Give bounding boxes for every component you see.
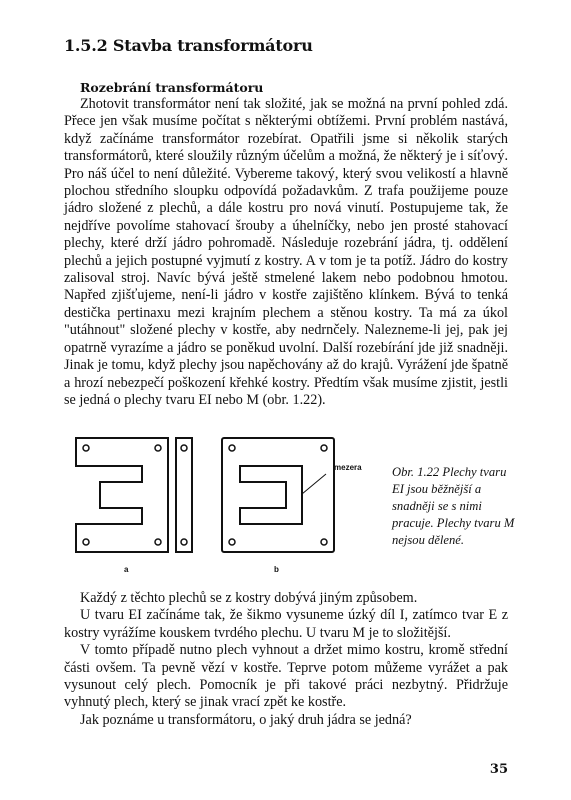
paragraph: V tomto případě nutno plech vyhnout a držet mimo kostru, kromě střední části ovšem. Ta pevně vězí v kostře. Teprve potom můžeme vyrážet a pak vysunout celý plech. Pomocník je při takové práci nezbytný. Přidržuje vyhnutý plech, který se jinak vrací zpět ke kostře. [64,642,508,711]
intro-text [64,96,508,409]
lamination-i [176,438,192,552]
figure-label-b: b [274,565,279,574]
lamination-m [222,438,334,552]
subsection-heading: Rozebrání transformátoru [80,80,264,95]
gap-label: mezera [334,463,362,472]
section-heading: 1.5.2 Stavba transformátoru [64,36,313,55]
paragraph: Jak poznáme u transformátoru, o jaký druh jádra se jedná? [80,711,412,728]
following-text [64,590,508,729]
paragraph: Zhotovit transformátor není tak složité, jak se možná na první pohled zdá. Přece jen však musíme počítat s některými obtížemi. První problém nastává, když začínáme transformátor rozebírat. Opatřili jsme si několik starých transformátorů, které sloužily různým účelům a možná, že některý je i síťový. Pro náš účel to není důležité. Vybereme takový, který svou velikostí a hlavně plochou středního sloupku odpovídá požadavkům. Z trafa použijeme pouze jádro složené z plechů, a dále kostru pro nová vinutí. Postupujeme tak, že nejdříve povolíme stahovací šrouby a úhelníčky, nebo jen prosté stahovací plechy, které drží jádro pohromadě. Následuje rozebrání jádra, tj. oddělení plechů a jejich postupné vyjmutí z kostry. A v tom je ta potíž. Jádro do kostry zalisoval stroj. Navíc bývá ještě stmelené lakem nebo podobnou hmotou. Napřed zjišťujeme, není-li jádro v kostře zajištěno klínkem. Bývá to tenká destička pertinaxu mezi krajním plechem a stěnou kostry. Ta má za úkol "utáhnout" složené plechy v kostře, aby nedrnčely. Nalezneme-li jej, pak jej opatrně vyrazíme a jádro se poněkud uvolní. Další rozebírání jde již snadněji. Jinak je tomu, když plechy jsou napěchovány až do krajů. Vyrážení jde špatně a hrozí nebezpečí poškození křehké kostry. Předtím však musíme zjistit, jestli se jedná o plechy tvaru EI nebo M (obr. 1.22). [64,96,508,408]
paragraph: U tvaru EI začínáme tak, že šikmo vysuneme úzký díl I, zatímco tvar E z kostry vyrážíme kouskem tvrdého plechu. U tvaru M je to složitější. [64,607,508,641]
page-number: 35 [489,762,508,777]
figure-caption: Obr. 1.22 Plechy tvaru EI jsou běžnější a snadněji se s nimi pracuje. Plechy tvaru M nejsou dělené. [392,465,515,547]
paragraph: Každý z těchto plechů se z kostry dobývá jiným způsobem. [80,590,418,606]
figure-label-a: a [124,565,129,574]
lamination-diagram [64,432,364,582]
figure-transformer-laminations [64,432,364,582]
lamination-e [76,438,168,552]
gap-pointer-line [302,474,326,494]
